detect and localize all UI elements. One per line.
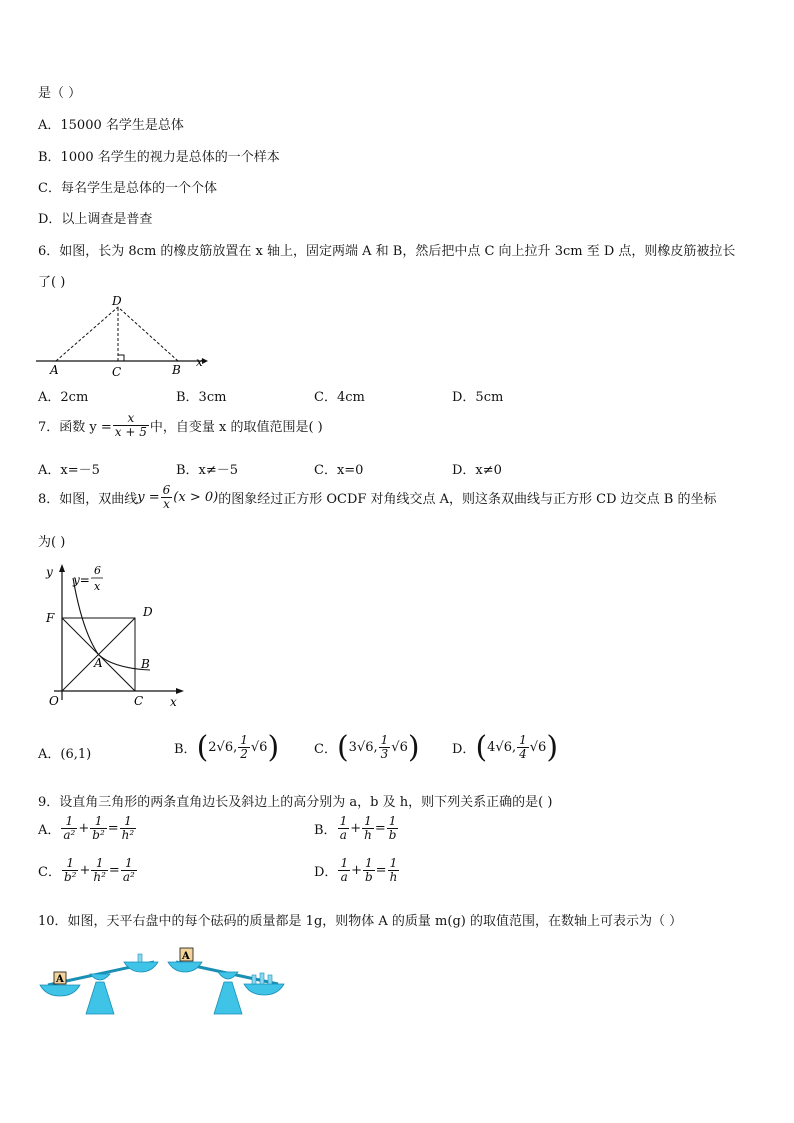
q6-label-a: A <box>50 363 59 377</box>
q8-label-c: C <box>134 694 144 708</box>
q6-option-b: B．3cm <box>176 390 227 405</box>
q8-option-b-label: B． <box>174 742 197 757</box>
q8-option-d-frac: $\frac{1}{4}$ <box>519 733 527 761</box>
q8-y-arrow <box>59 564 65 572</box>
q8-label-f: F <box>46 611 55 625</box>
q8-option-c-frac: $\frac{1}{3}$ <box>380 733 389 761</box>
q9-option-c: C． $\frac{1}{\text{b²}}$ + $\frac{1}{\text{h²}}$ = $\frac{1}{\text{a²}}$ <box>38 856 135 884</box>
balance-right-heavy <box>168 948 284 1014</box>
weight-2a <box>252 975 256 984</box>
q8-option-c-label: C． <box>314 742 337 757</box>
q8-fraction-num: 6 <box>162 483 171 497</box>
q7-option-b: B．x≠－5 <box>176 463 239 478</box>
q6-label-d: D <box>112 294 122 308</box>
q9-option-d: D． $\frac{1}{a}$ + $\frac{1}{b}$ = $\frac{1}{h}$ <box>314 856 398 884</box>
q8-label-d: D <box>143 605 153 619</box>
q6-segment-ad <box>56 307 118 361</box>
q6-option-c: C．4cm <box>314 390 365 405</box>
q10-stem: 10．如图，天平右盘中的每个砝码的质量都是 1g，则物体 A 的质量 m(g) 的取值范围，在数轴上可表示为（ ） <box>38 914 683 929</box>
q8-option-b-frac: $\frac{1}{2}$ <box>240 733 248 761</box>
weight-1 <box>138 954 142 962</box>
q8-stem-post: 的图象经过正方形 OCDF 对角线交点 A，则这条双曲线与正方形 CD 边交点 B 的坐标 <box>218 491 717 507</box>
q6-segment-bd <box>118 307 178 361</box>
q5-option-c: C．每名学生是总体的一个个体 <box>38 181 217 196</box>
q6-option-d: D．5cm <box>452 390 504 405</box>
weight-2c <box>268 975 272 984</box>
q8-label-a: A <box>94 656 103 670</box>
q8-option-d-root: √6 <box>529 740 547 755</box>
q8-figure <box>40 560 190 712</box>
q6-stem-line1: 6．如图，长为 8cm 的橡皮筋放置在 x 轴上，固定两端 A 和 B，然后把中点 C 向上拉升 3cm 至 D 点，则橡皮筋被拉长 <box>38 244 736 259</box>
q7-fraction <box>113 412 149 438</box>
q5-tail: 是（ ） <box>38 86 82 101</box>
q7-option-a: A．x=－5 <box>38 463 100 478</box>
q8-fraction-den: x <box>163 496 170 511</box>
q9-stem: 9．设直角三角形的两条直角边长及斜边上的高分别为 a，b 及 h，则下列关系正确的是( ) <box>38 795 553 810</box>
q6-x-arrow <box>202 358 208 364</box>
q8-condition: (x > 0) <box>173 489 219 505</box>
q6-option-a: A．2cm <box>38 390 89 405</box>
object-a-2-label: A <box>182 951 190 962</box>
q7-stem <box>38 412 323 438</box>
q9-option-a: A． $\frac{1}{\text{a²}}$ + $\frac{1}{\text{b²}}$ = $\frac{1}{\text{h²}}$ <box>38 814 135 842</box>
q8-label-o: O <box>49 694 59 708</box>
balance-left-heavy <box>40 954 158 1014</box>
q7-option-c: C．x=0 <box>314 463 364 478</box>
q8-option-d-x: 4√6 <box>487 740 512 755</box>
q8-option-b: B． ( 2√6 , $\frac{1}{2}$ √6 ) <box>174 730 280 765</box>
q8-fraction <box>161 484 173 510</box>
q8-x-arrow <box>176 688 184 694</box>
q6-label-x: x <box>196 355 203 369</box>
weight-2b <box>260 973 264 984</box>
q8-func-y: y = <box>137 489 160 505</box>
q8-option-b-x: 2√6 <box>208 740 234 755</box>
q8-label-eq-num: 6 <box>94 564 101 577</box>
q8-option-d-label: D． <box>452 742 476 757</box>
q6-label-b: B <box>172 363 181 377</box>
q8-label-x: x <box>170 695 177 709</box>
object-a-1-label: A <box>56 974 64 985</box>
q7-option-d: D．x≠0 <box>452 463 502 478</box>
q8-stem <box>38 484 717 510</box>
q8-label-y: y <box>46 565 53 579</box>
q6-stem-line2: 了( ) <box>38 275 66 290</box>
q5-option-a: A．15000 名学生是总体 <box>38 118 184 133</box>
q8-hyperbola <box>73 578 150 670</box>
q6-label-c: C <box>112 365 122 378</box>
q8-option-d: D． ( 4√6 , $\frac{1}{4}$ √6 ) <box>452 730 559 765</box>
q7-stem-pre: 7．函数 y = <box>38 419 112 435</box>
q8-option-c-x: 3√6 <box>348 740 374 755</box>
q9-option-b: B． $\frac{1}{a}$ + $\frac{1}{h}$ = $\frac{1}{b}$ <box>314 814 397 842</box>
q8-option-c-root: √6 <box>391 740 408 755</box>
q7-stem-post: 中，自变量 x 的取值范围是( ) <box>149 419 323 435</box>
q10-balance-figure <box>38 940 288 1020</box>
q8-label-eq: y= <box>73 573 90 587</box>
q6-figure <box>36 292 216 378</box>
q5-option-b: B．1000 名学生的视力是总体的一个样本 <box>38 150 280 165</box>
q8-stem-pre: 8．如图，双曲线 <box>38 491 138 507</box>
q8-label-eq-den: x <box>94 580 101 593</box>
q8-option-b-root: √6 <box>250 740 268 755</box>
q8-stem-line2: 为( ) <box>38 535 66 550</box>
q7-fraction-den: x + 5 <box>114 424 147 439</box>
q6-right-angle <box>118 355 124 361</box>
q8-label-b: B <box>141 657 150 671</box>
q8-option-c: C． ( 3√6 , $\frac{1}{3}$ √6 ) <box>314 730 420 765</box>
q8-option-a: A．(6,1) <box>38 747 92 762</box>
q5-option-d: D．以上调查是普查 <box>38 212 153 227</box>
q7-fraction-num: x <box>113 412 149 426</box>
